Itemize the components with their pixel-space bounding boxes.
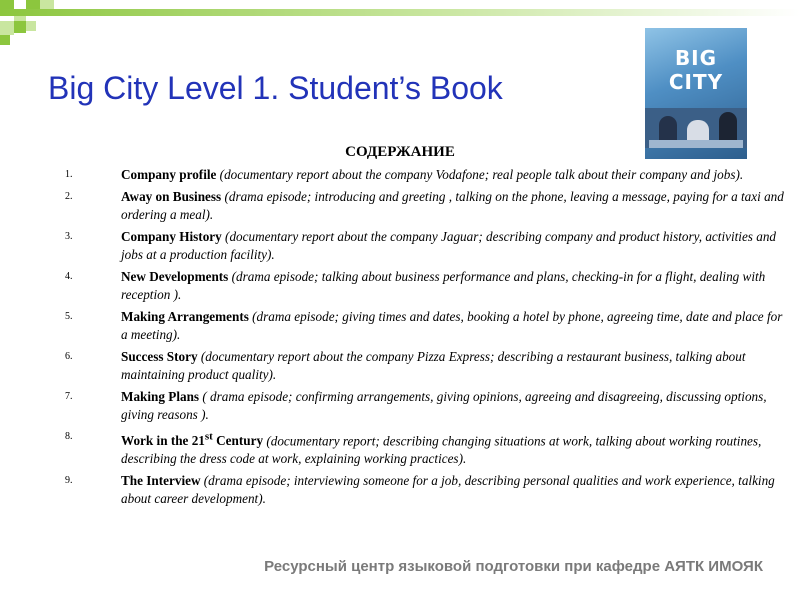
list-item	[0, 428, 790, 468]
corner-square-4	[0, 21, 14, 35]
item-number: 8.	[65, 431, 73, 442]
contents-heading: СОДЕРЖАНИЕ	[345, 144, 455, 160]
contents-list	[0, 166, 790, 512]
item-title-sup: st	[204, 431, 213, 443]
page-title: Big City Level 1. Student’s Book	[48, 70, 503, 106]
corner-square-5	[14, 21, 26, 33]
item-number: 2.	[65, 191, 73, 202]
list-item	[0, 166, 790, 184]
corner-square-8	[26, 21, 36, 31]
item-title: New Developments	[121, 269, 229, 284]
item-title: Company profile	[121, 167, 217, 182]
header-gradient-bar	[0, 9, 800, 16]
corner-square-7	[0, 35, 10, 45]
item-description: (drama episode; talking about business performance and plans, checking-in for a flight, dealing with reception ).	[121, 269, 766, 302]
list-item	[0, 472, 790, 508]
item-number: 6.	[65, 351, 73, 362]
item-title: Away on Business	[121, 189, 222, 204]
item-number: 9.	[65, 475, 73, 487]
item-title: Making Arrangements	[121, 309, 249, 324]
list-item	[0, 308, 790, 344]
item-title: Company History	[121, 229, 222, 244]
item-number: 5.	[65, 311, 73, 322]
item-number: 4.	[65, 271, 73, 282]
item-title	[121, 433, 263, 448]
item-number: 7.	[65, 391, 73, 402]
item-title: Making Plans	[121, 389, 200, 404]
item-title: Success Story	[121, 349, 198, 364]
book-cover-image	[645, 28, 747, 159]
item-description: (documentary report about the company Pizza Express; describing a restaurant business, talking about maintaining product quality).	[121, 349, 746, 382]
item-description: (documentary report about the company Vodafone; real people talk about their company and jobs).	[216, 167, 744, 182]
footer-text: Ресурсный центр языковой подготовки при кафедре АЯТК ИМОЯК	[264, 558, 763, 575]
item-description: ( drama episode; confirming arrangements, giving opinions, agreeing and disagreeing, discussing options, giving reasons ).	[121, 389, 767, 422]
list-item	[0, 348, 790, 384]
item-title-start: Work in the 21	[121, 433, 205, 449]
list-item	[0, 268, 790, 304]
item-title: The Interview	[121, 473, 201, 489]
item-description: (drama episode; introducing and greeting , talking on the phone, leaving a message, paying for a taxi and ordering a meal).	[121, 189, 784, 222]
item-description: (documentary report about the company Jaguar; describing company and product history, activities and jobs at a production facility).	[121, 229, 777, 262]
item-description: (drama episode; giving times and dates, booking a hotel by phone, agreeing time, date and place for a meeting).	[121, 309, 783, 342]
list-item	[0, 188, 790, 224]
item-description: (drama episode; interviewing someone for a job, describing personal qualities and work experience, talking about career development).	[121, 473, 775, 507]
item-number: 3.	[65, 231, 73, 242]
item-number: 1.	[65, 169, 73, 180]
list-item	[0, 388, 790, 424]
cover-title: BIG CITY	[668, 46, 724, 94]
list-item	[0, 228, 790, 264]
item-description: (documentary report; describing changing situations at work, talking about working routines, describing the dress code at work, explaining working practices).	[121, 433, 762, 467]
item-title-end: Century	[212, 433, 264, 449]
